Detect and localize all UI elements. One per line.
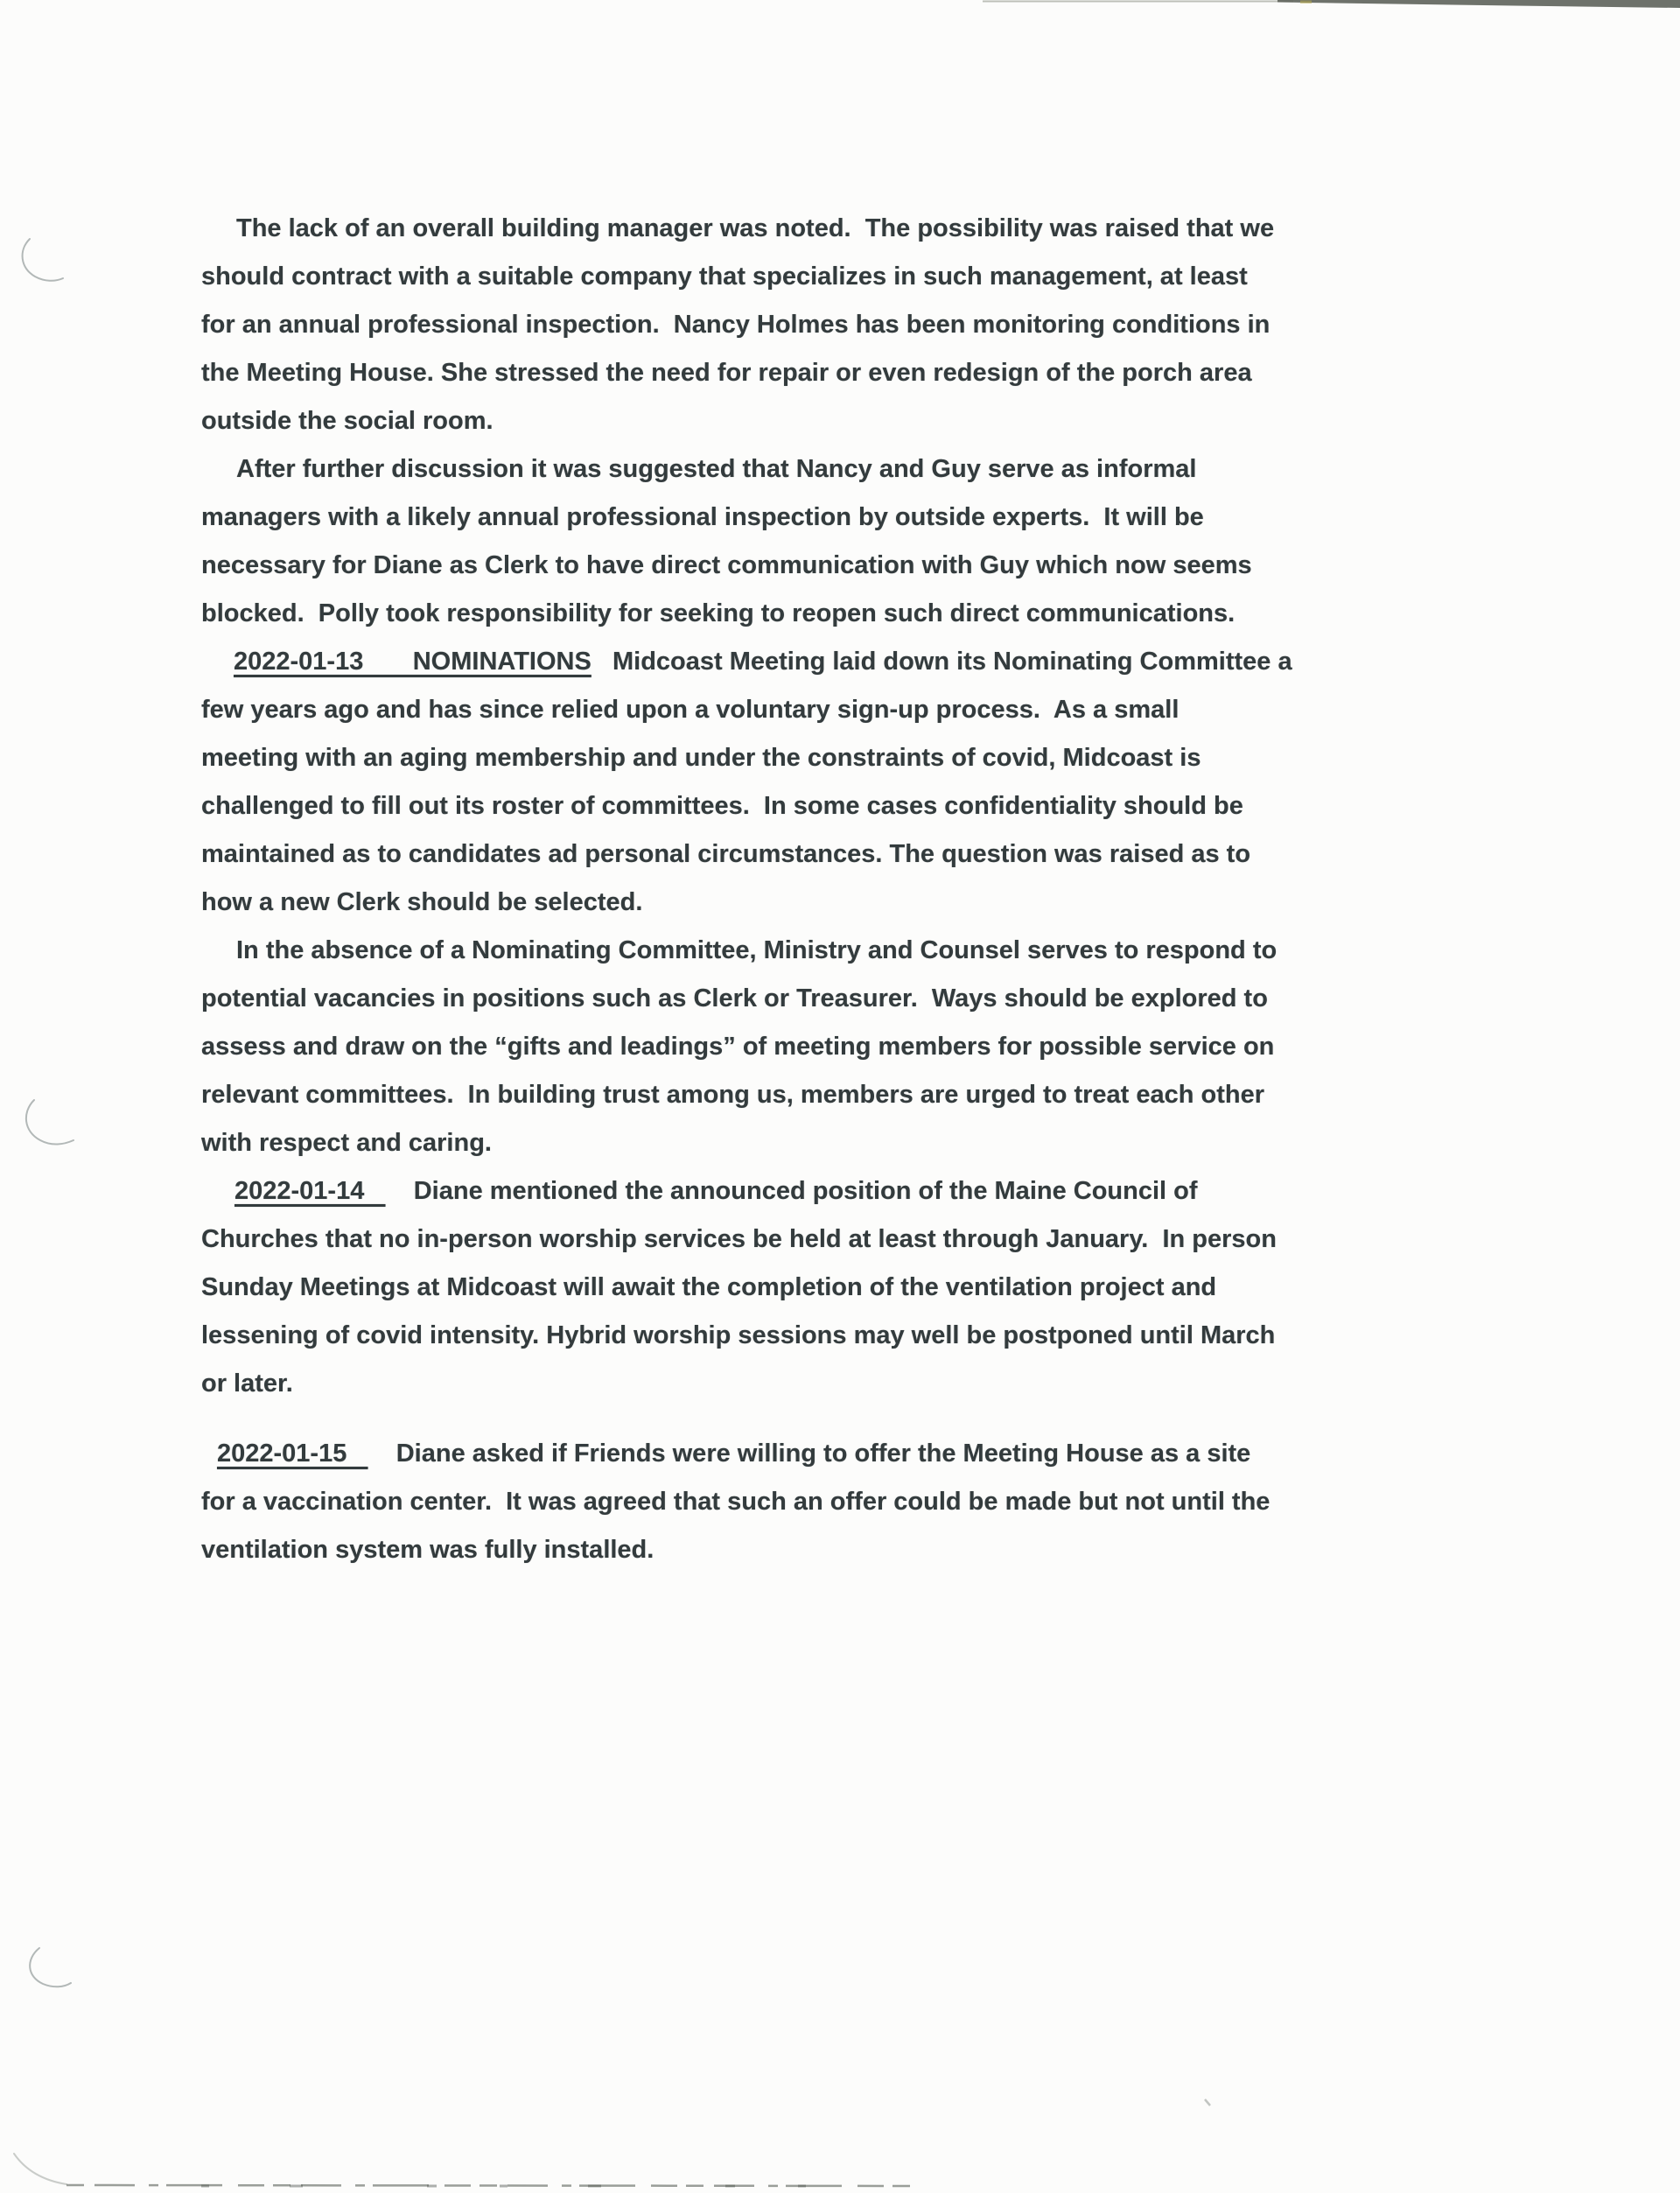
text-line [201, 542, 1496, 590]
text-line [201, 1071, 1496, 1119]
text-line [201, 1167, 1496, 1216]
text-line [201, 927, 1496, 975]
text-line [201, 494, 1496, 542]
text-segment: Sunday Meetings at Midcoast will await the completion of the ventilation project and [201, 1273, 1217, 1301]
text-line [201, 590, 1496, 638]
para-building-manager [201, 205, 1496, 445]
underlined-date: 2022-01-14 [234, 1177, 386, 1205]
text-line [201, 301, 1496, 349]
text-line [201, 879, 1496, 927]
text-line [201, 975, 1496, 1023]
text-segment: with respect and caring. [201, 1129, 492, 1157]
text-segment: ventilation system was fully installed. [201, 1536, 654, 1564]
text-line [201, 205, 1496, 253]
text-line [201, 1264, 1496, 1312]
text-segment: Diane asked if Friends were willing to offer the Meeting House as a site [368, 1440, 1251, 1468]
text-line [201, 349, 1496, 397]
binder-ring-mark-top [23, 239, 63, 281]
text-segment: should contract with a suitable company that specializes in such management, at least [201, 263, 1248, 291]
text-segment: Midcoast Meeting laid down its Nominating Committee a [591, 648, 1292, 676]
underlined-date: 2022-01-13 NOMINATIONS [234, 648, 592, 676]
text-segment: the Meeting House. She stressed the need for repair or even redesign of the porch area [201, 359, 1252, 387]
text-segment: or later. [201, 1370, 293, 1398]
text-segment: lessening of covid intensity. Hybrid worship sessions may well be postponed until March [201, 1321, 1276, 1349]
text-line [201, 686, 1496, 734]
para-informal-managers [201, 445, 1496, 638]
text-line [201, 830, 1496, 879]
text-line [201, 1478, 1496, 1526]
text-line [201, 638, 1496, 686]
text-segment: Diane mentioned the announced position of the Maine Council of [385, 1177, 1198, 1205]
para-2022-01-15-vaccination [201, 1430, 1496, 1574]
text-segment: outside the social room. [201, 407, 494, 435]
text-line [201, 253, 1496, 301]
text-segment: blocked. Polly took responsibility for seeking to reopen such direct communications. [201, 599, 1236, 627]
text-segment: Churches that no in-person worship services be held at least through January. In person [201, 1225, 1277, 1253]
scan-speck [1205, 2099, 1210, 2105]
text-segment: maintained as to candidates ad personal circumstances. The question was raised as to [201, 840, 1251, 868]
text-segment: managers with a likely annual professional inspection by outside experts. It will be [201, 503, 1204, 531]
binder-ring-mark-middle [26, 1100, 74, 1145]
para-ministry-and-counsel [201, 927, 1496, 1167]
text-line [201, 1023, 1496, 1071]
text-segment: for a vaccination center. It was agreed that such an offer could be made but not until the [201, 1488, 1270, 1516]
text-segment: After further discussion it was suggested that Nancy and Guy serve as informal [236, 455, 1197, 483]
para-2022-01-14-worship [201, 1167, 1496, 1408]
text-segment: necessary for Diane as Clerk to have direct communication with Guy which now seems [201, 551, 1252, 579]
text-line [201, 734, 1496, 782]
text-segment: relevant committees. In building trust among us, members are urged to treat each other [201, 1081, 1265, 1109]
text-line [201, 397, 1496, 445]
text-segment: for an annual professional inspection. Nancy Holmes has been monitoring conditions in [201, 311, 1270, 339]
page-top-edge-shadow [1278, 0, 1680, 8]
underlined-date: 2022-01-15 [217, 1440, 368, 1468]
text-segment: In the absence of a Nominating Committee, Ministry and Counsel serves to respond to [236, 936, 1278, 964]
text-line [201, 782, 1496, 830]
page-bottom-edge-dashed-line [66, 2185, 920, 2186]
text-segment: The lack of an overall building manager was noted. The possibility was raised that we [236, 214, 1275, 242]
binder-ring-mark-bottom [30, 1948, 71, 1986]
text-line [201, 1430, 1496, 1478]
text-segment: assess and draw on the “gifts and leadings” of meeting members for possible service on [201, 1033, 1275, 1061]
text-line [201, 1360, 1496, 1408]
text-line [201, 1312, 1496, 1360]
text-line [201, 1119, 1496, 1167]
text-segment: few years ago and has since relied upon a voluntary sign-up process. As a small [201, 696, 1180, 724]
text-segment: potential vacancies in positions such as Clerk or Treasurer. Ways should be explored to [201, 984, 1268, 1012]
text-line [201, 445, 1496, 494]
text-segment: meeting with an aging membership and under the constraints of covid, Midcoast is [201, 744, 1201, 772]
text-line [201, 1526, 1496, 1574]
page-top-edge-accent [1300, 1, 1312, 4]
page-bottom-corner-curve [14, 2154, 66, 2184]
text-segment: challenged to fill out its roster of committees. In some cases confidentiality should be [201, 792, 1243, 820]
text-segment: how a new Clerk should be selected. [201, 888, 643, 916]
document-text [201, 205, 1496, 1574]
text-line [201, 1216, 1496, 1264]
para-2022-01-13-nominations [201, 638, 1496, 927]
